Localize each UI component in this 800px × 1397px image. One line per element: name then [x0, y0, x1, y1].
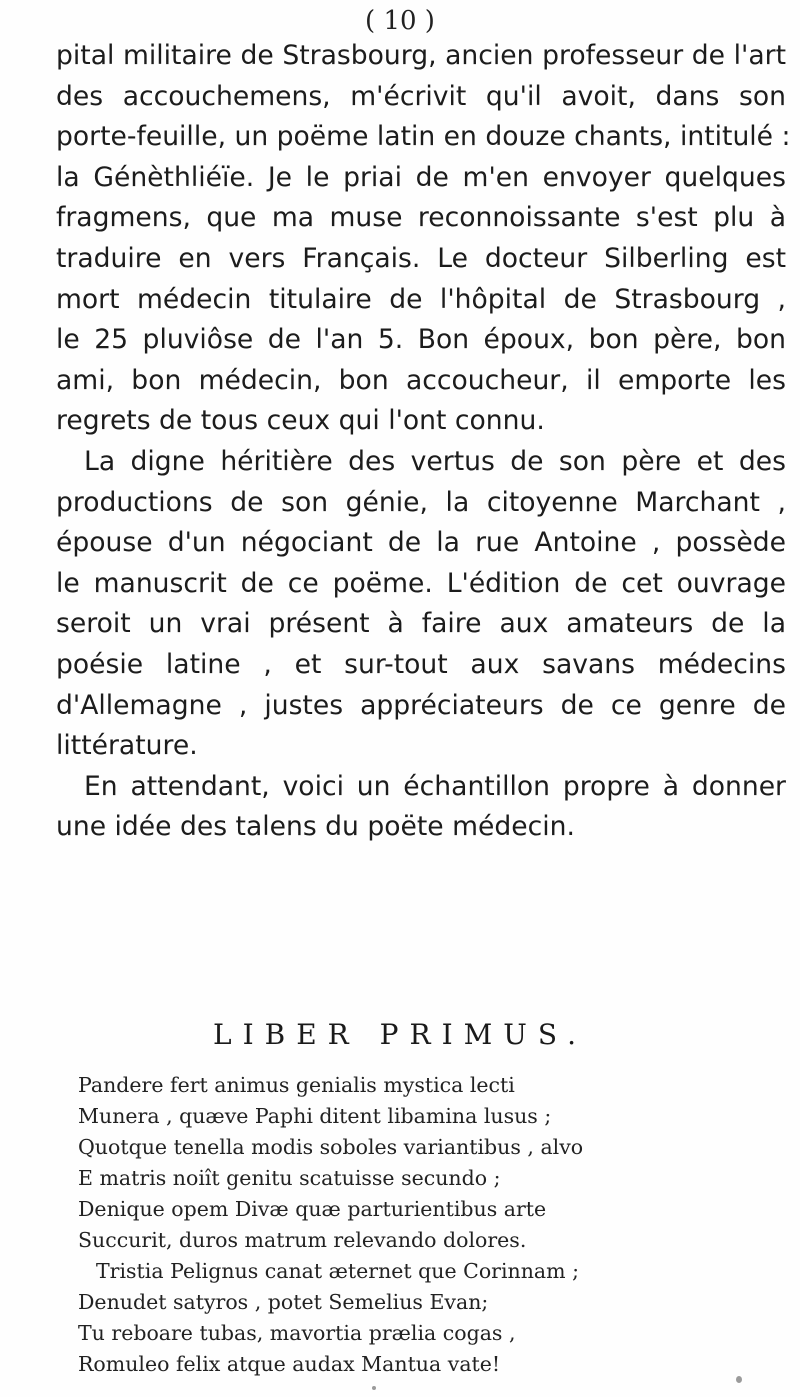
verse-line: Denique opem Divæ quæ parturientibus arte	[78, 1197, 547, 1221]
verse-line: Tu reboare tubas, mavortia prælia cogas ,	[78, 1321, 516, 1345]
prose-line: poésie latine , et sur-tout aux savans médecins	[56, 648, 786, 680]
verse-line: Pandere fert animus genialis mystica lecti	[78, 1073, 515, 1097]
prose-line: porte-feuille, un poëme latin en douze chants, intitulé :	[56, 121, 791, 153]
prose-line: regrets de tous ceux qui l'ont connu.	[56, 405, 545, 437]
prose-line: pital militaire de Strasbourg, ancien professeur de l'art	[56, 40, 786, 71]
book-heading: LIBER PRIMUS.	[213, 1018, 587, 1051]
prose-line: des accouchemens, m'écrivit qu'il avoit, dans son	[56, 80, 786, 112]
prose-line: le 25 pluviôse de l'an 5. Bon époux, bon père, bon	[56, 324, 786, 356]
prose-line: la Génèthliéïe. Je le priai de m'en envoyer quelques	[56, 161, 786, 193]
verse-line: Denudet satyros , potet Semelius Evan;	[78, 1290, 489, 1314]
prose-line: une idée des talens du poëte médecin.	[56, 811, 575, 843]
prose-line: seroit un vrai présent à faire aux amateurs de la	[56, 608, 786, 640]
prose-line: littérature.	[56, 730, 198, 762]
prose-line: En attendant, voici un échantillon propre à donner	[84, 770, 786, 802]
prose-line: La digne héritière des vertus de son père et des	[84, 445, 786, 477]
page-number: ( 10 )	[365, 6, 435, 36]
prose-line: ami, bon médecin, bon accoucheur, il emporte les	[56, 364, 786, 396]
ink-speck	[372, 1386, 376, 1390]
prose-line: le manuscrit de ce poëme. L'édition de cet ouvrage	[56, 567, 786, 599]
verse-line: Succurit, duros matrum relevando dolores.	[78, 1228, 527, 1252]
ink-speck	[736, 1376, 742, 1383]
prose-line: traduire en vers Français. Le docteur Silberling est	[56, 242, 786, 274]
verse-line: E matris noiît genitu scatuisse secundo ;	[78, 1166, 501, 1190]
verse-line: Quotque tenella modis soboles variantibus , alvo	[78, 1135, 584, 1159]
verse-line: Munera , quæve Paphi ditent libamina lusus ;	[78, 1104, 552, 1128]
prose-line: productions de son génie, la citoyenne Marchant ,	[56, 486, 786, 518]
prose-line: fragmens, que ma muse reconnoissante s'est plu à	[56, 202, 786, 234]
prose-block	[56, 36, 791, 848]
verse-block	[78, 1070, 728, 1380]
prose-line: d'Allemagne , justes appréciateurs de ce genre de	[56, 689, 786, 721]
prose-line: mort médecin titulaire de l'hôpital de Strasbourg ,	[56, 283, 786, 315]
verse-line: Romuleo felix atque audax Mantua vate!	[78, 1352, 501, 1376]
verse-line: Tristia Pelignus canat æternet que Corinnam ;	[96, 1259, 580, 1283]
prose-line: épouse d'un négociant de la rue Antoine , possède	[56, 527, 786, 559]
